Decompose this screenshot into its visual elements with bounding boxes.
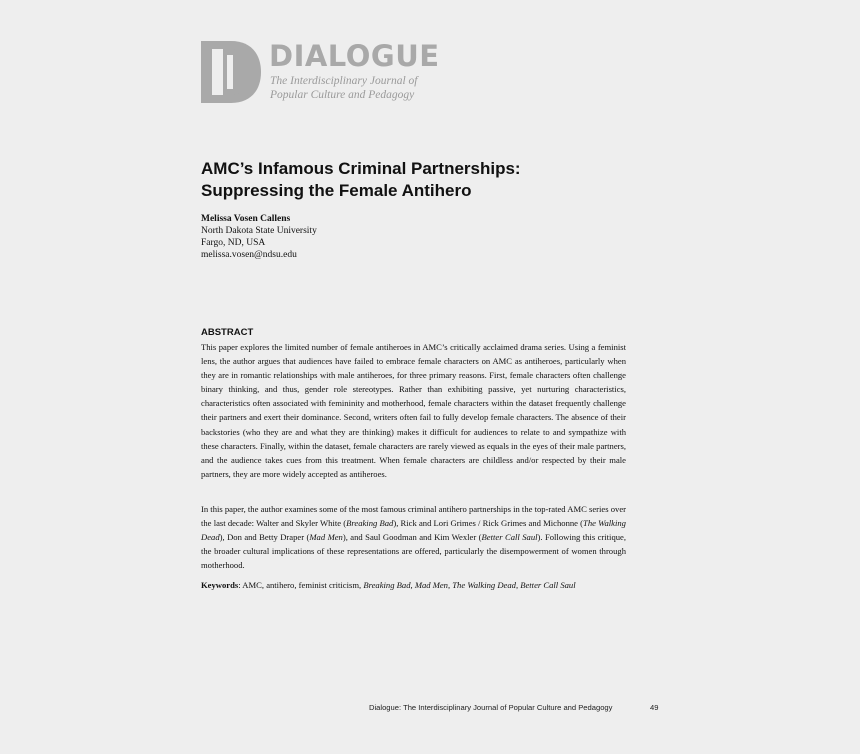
- author-email[interactable]: melissa.vosen@ndsu.edu: [201, 250, 297, 260]
- page-number: 49: [650, 703, 659, 712]
- p2-text-b: ), Rick and Lori Grimes / Rick Grimes and Michonne (: [393, 518, 584, 529]
- keywords-label: Keywords: [201, 580, 239, 590]
- abstract-paragraph-1: This paper explores the limited number of female antiheroes in AMC’s critically acclaimed drama series. Using a feminist lens, the author argues that audiences have failed to embrace female characters on AMC as antiheroes, particularly when they are in romantic relationships with male antiheroes, for three primary reasons. First, female characters often challenge binary thinking, and thus, gender role stereotypes. Rather than exhibiting passive, yet nurturing characteristics, characteristics often associated with femininity and motherhood, female characters within the dataset frequently challenge their partners and exert their dominance. Second, writers often fail to fully develop female characters. The absence of their backstories (who they are and what they are thinking) makes it difficult for audiences to relate to and sympathize with these characters. Finally, within the dataset, female characters are rarely viewed as equals in the eyes of their male partners, and the audience takes cues from this treatment. When female characters are childless and/or respected by their male partners, they are more widely accepted as antiheroes.: [201, 342, 626, 479]
- p2-show-mad-men: Mad Men: [309, 532, 343, 543]
- author-affiliation: North Dakota State University: [201, 226, 317, 236]
- title-line1: AMC’s Infamous Criminal Partnerships:: [201, 159, 521, 178]
- keyword-mad-men: Mad Men: [414, 580, 448, 590]
- keywords-plain: : AMC, antihero, feminist criticism,: [238, 580, 364, 590]
- keywords-sep: ,: [410, 580, 415, 590]
- logo-subtitle: [270, 74, 417, 102]
- p2-text-a: In this paper, the author examines some of the most famous criminal antihero partnerships in the top-rated AMC series over the last decade: Walter and Skyler White (: [201, 504, 626, 529]
- keyword-better-call-saul: Better Call Saul: [520, 580, 576, 590]
- p2-show-better-call-saul: Better Call Saul: [481, 532, 538, 543]
- keywords-sep: ,: [447, 580, 453, 590]
- keyword-walking-dead: The Walking Dead: [452, 580, 516, 590]
- footer-journal-prefix: Dialogue:: [369, 703, 404, 712]
- p2-show-walking-dead: The Walking Dead: [201, 518, 626, 543]
- article-title: [201, 158, 641, 202]
- p2-text-d: ), and Saul Goodman and Kim Wexler (: [342, 532, 482, 543]
- author-name: Melissa Vosen Callens: [201, 214, 291, 224]
- logo-subtitle-line2: Popular Culture and Pedagogy: [270, 89, 415, 101]
- abstract-paragraph-2: [201, 502, 626, 572]
- p2-show-breaking-bad: Breaking Bad: [346, 518, 394, 529]
- author-block: [201, 213, 317, 261]
- logo-subtitle-line1: The Interdisciplinary Journal of: [270, 75, 418, 87]
- page-footer: [369, 703, 612, 712]
- logo-wordmark: DIALOGUE: [269, 39, 440, 73]
- dialogue-logo-mark-icon: [201, 41, 261, 103]
- keyword-breaking-bad: Breaking Bad: [363, 580, 411, 590]
- keywords-line: [201, 578, 626, 592]
- abstract-heading: ABSTRACT: [201, 327, 254, 338]
- footer-journal-name: The Interdisciplinary Journal of Popular Culture and Pedagogy: [403, 703, 613, 712]
- p2-text-c: ), Don and Betty Draper (: [219, 532, 310, 543]
- title-line2: Suppressing the Female Antihero: [201, 181, 472, 200]
- journal-logo: [201, 39, 440, 103]
- author-location: Fargo, ND, USA: [201, 238, 266, 248]
- keywords-sep: ,: [515, 580, 521, 590]
- p2-text-e: ). Following this critique, the broader cultural implications of these representations are offered, particularly the disempowerment of women through motherhood.: [201, 532, 626, 571]
